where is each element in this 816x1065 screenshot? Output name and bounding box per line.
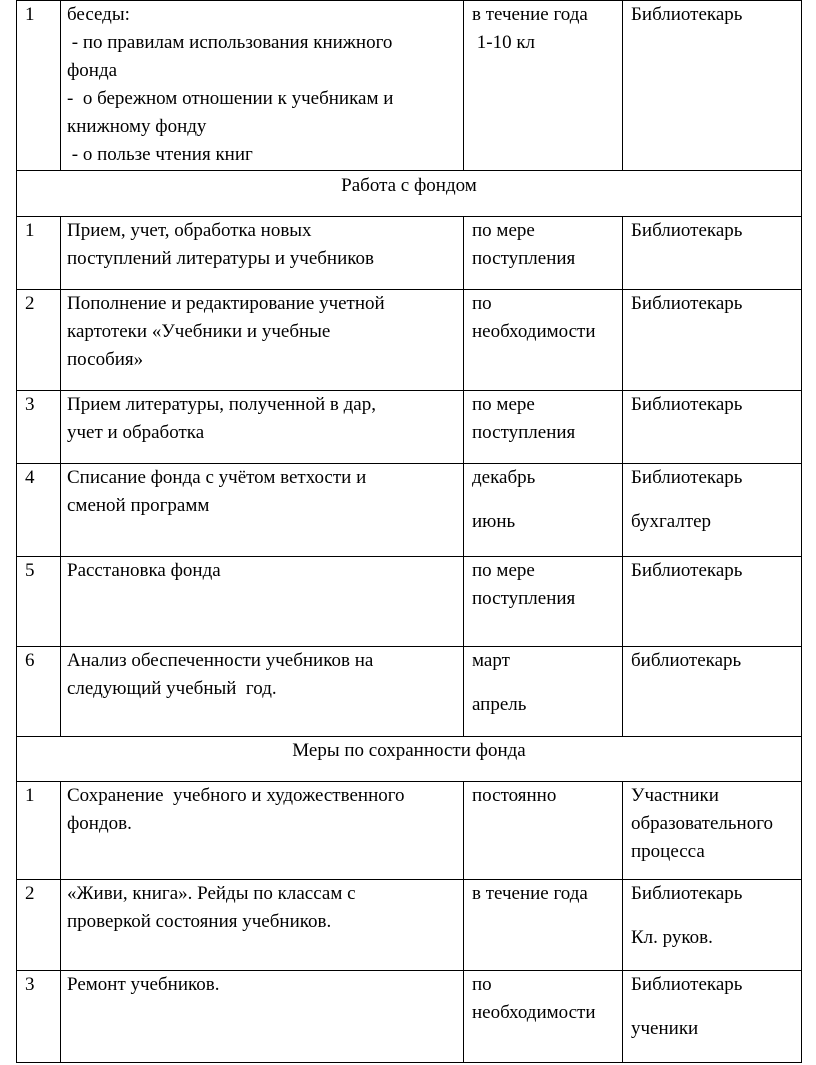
responsible-cell: Библиотекарь xyxy=(623,290,802,391)
row-number: 2 xyxy=(17,290,61,391)
responsible-cell: Библиотекарь xyxy=(623,557,802,647)
task-cell: Сохранение учебного и художественного фондов. xyxy=(61,782,464,880)
responsible-cell: Библиотекарь бухгалтер xyxy=(623,464,802,557)
table-row xyxy=(17,391,802,464)
responsible-cell: Библиотекарь ученики xyxy=(623,971,802,1063)
date-cell: по необходимости xyxy=(464,290,623,391)
document-page xyxy=(16,0,801,1063)
date-cell: по мере поступления xyxy=(464,391,623,464)
task-cell: Списание фонда с учётом ветхости и сменой программ xyxy=(61,464,464,557)
task-cell: Анализ обеспеченности учебников на следующий учебный год. xyxy=(61,647,464,737)
date-cell: по необходимости xyxy=(464,971,623,1063)
row-number: 3 xyxy=(17,971,61,1063)
date-cell: март апрель xyxy=(464,647,623,737)
row-number: 1 xyxy=(17,1,61,171)
task-cell: беседы: - по правилам использования книжного фонда - о бережном отношении к учебникам и книжному фонду - о пользе чтения книг xyxy=(61,1,464,171)
section-title: Меры по сохранности фонда xyxy=(17,737,802,782)
plan-table xyxy=(16,0,802,1063)
date-cell: по мере поступления xyxy=(464,217,623,290)
date-cell: декабрь июнь xyxy=(464,464,623,557)
section-row xyxy=(17,737,802,782)
table-row xyxy=(17,1,802,171)
task-cell: Расстановка фонда xyxy=(61,557,464,647)
row-number: 1 xyxy=(17,782,61,880)
date-cell: в течение года xyxy=(464,880,623,971)
responsible-cell: Библиотекарь xyxy=(623,1,802,171)
responsible-cell: Библиотекарь xyxy=(623,217,802,290)
task-cell: Прием литературы, полученной в дар, учет и обработка xyxy=(61,391,464,464)
date-cell: в течение года 1-10 кл xyxy=(464,1,623,171)
section-row xyxy=(17,171,802,217)
date-cell: постоянно xyxy=(464,782,623,880)
table-row xyxy=(17,782,802,880)
table-row xyxy=(17,557,802,647)
section-title: Работа с фондом xyxy=(17,171,802,217)
responsible-cell: библиотекарь xyxy=(623,647,802,737)
task-cell: Пополнение и редактирование учетной картотеки «Учебники и учебные пособия» xyxy=(61,290,464,391)
task-cell: Ремонт учебников. xyxy=(61,971,464,1063)
table-row xyxy=(17,290,802,391)
table-row xyxy=(17,464,802,557)
table-row xyxy=(17,880,802,971)
row-number: 6 xyxy=(17,647,61,737)
responsible-cell: Участники образовательного процесса xyxy=(623,782,802,880)
row-number: 1 xyxy=(17,217,61,290)
row-number: 2 xyxy=(17,880,61,971)
row-number: 4 xyxy=(17,464,61,557)
task-cell: Прием, учет, обработка новых поступлений литературы и учебников xyxy=(61,217,464,290)
table-row xyxy=(17,971,802,1063)
row-number: 3 xyxy=(17,391,61,464)
row-number: 5 xyxy=(17,557,61,647)
table-row xyxy=(17,217,802,290)
date-cell: по мере поступления xyxy=(464,557,623,647)
responsible-cell: Библиотекарь Кл. руков. xyxy=(623,880,802,971)
responsible-cell: Библиотекарь xyxy=(623,391,802,464)
task-cell: «Живи, книга». Рейды по классам с проверкой состояния учебников. xyxy=(61,880,464,971)
table-row xyxy=(17,647,802,737)
